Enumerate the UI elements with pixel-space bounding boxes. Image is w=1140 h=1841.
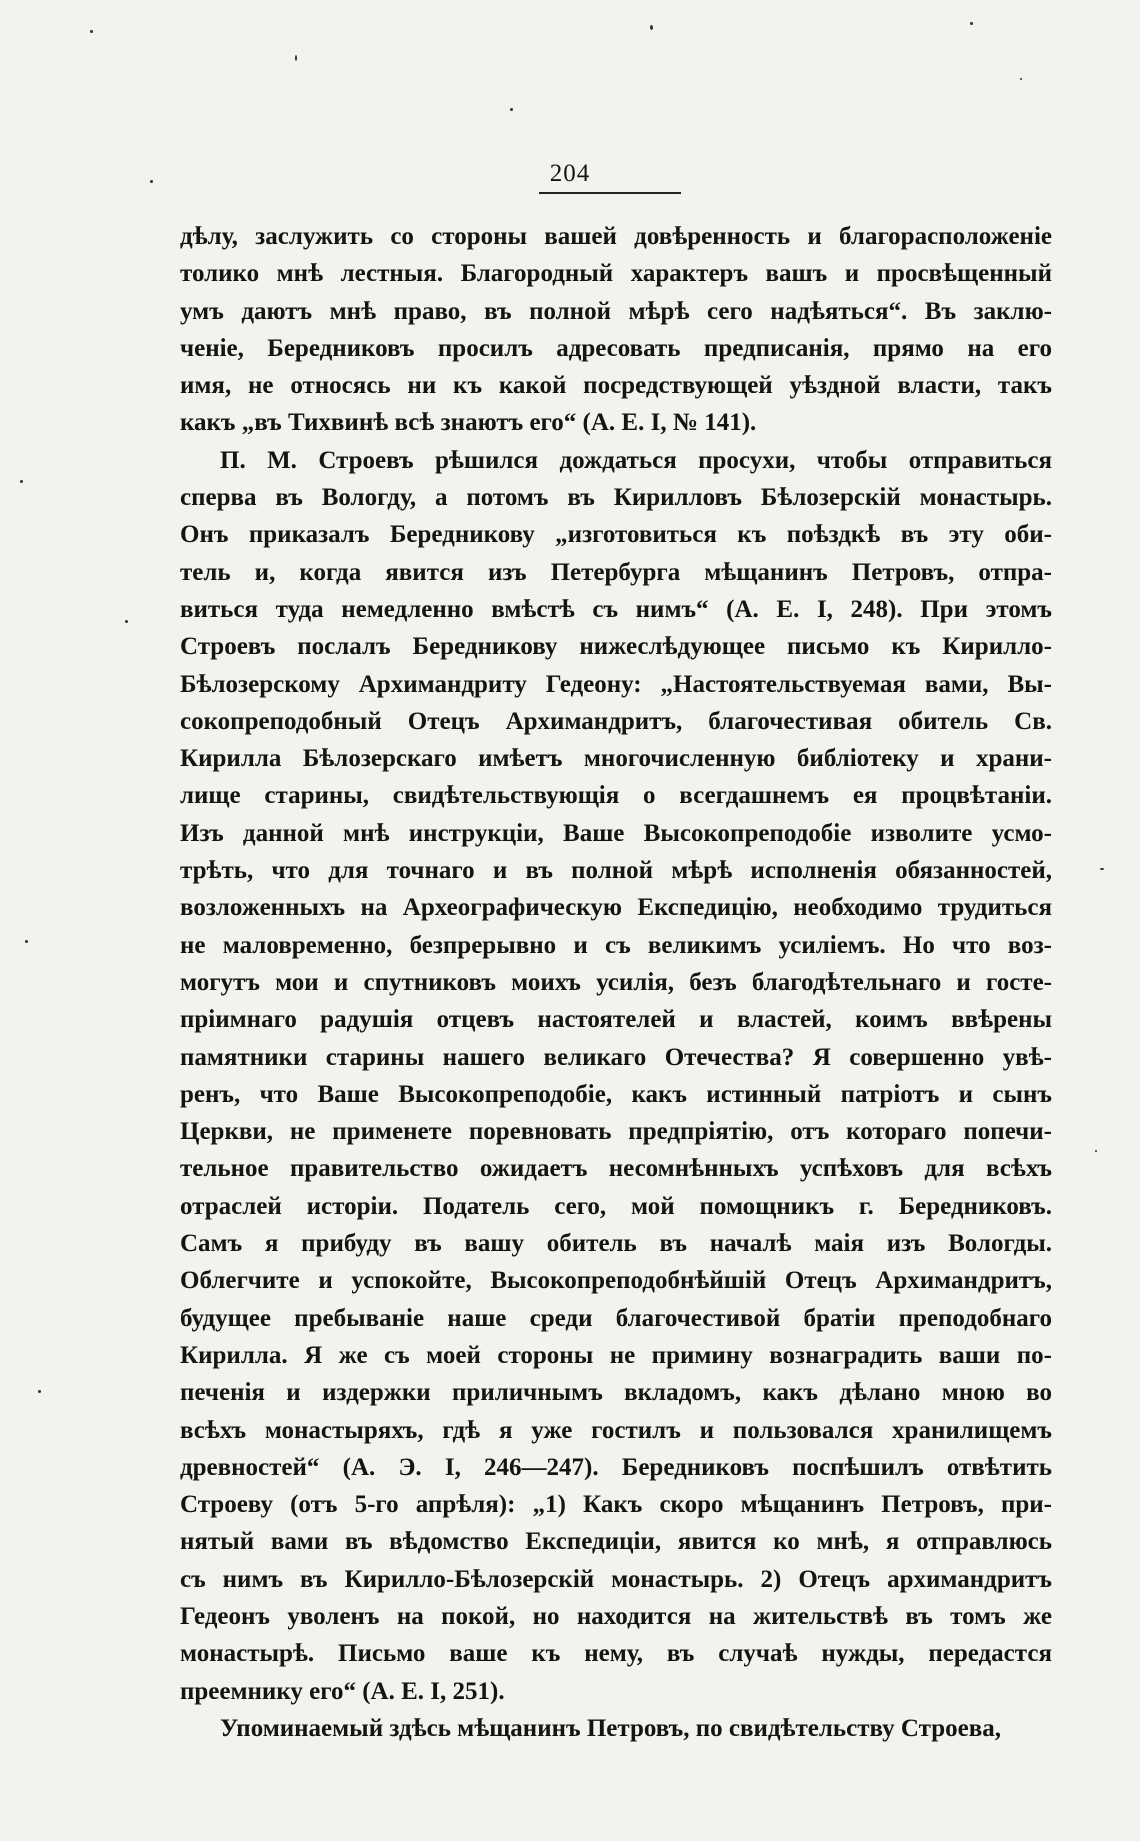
text-line: могутъ мои и спутниковъ моихъ усилія, безъ благодѣтельнаго и госте- bbox=[180, 968, 1052, 996]
scan-speck bbox=[510, 108, 513, 111]
scan-speck bbox=[295, 55, 297, 61]
scan-speck bbox=[1100, 868, 1104, 870]
text-line: сперва въ Вологду, а потомъ въ Кирилловъ Бѣлозерскій монастырь. bbox=[180, 484, 1052, 512]
text-line: пріимнаго радушія отцевъ настоятелей и властей, коимъ ввѣрены bbox=[180, 1006, 1052, 1034]
text-line: Бѣлозерскому Архимандриту Гедеону: „Настоятельствуемая вами, Вы- bbox=[180, 670, 1052, 698]
text-line: умъ даютъ мнѣ право, въ полной мѣрѣ сего надѣяться“. Въ заклю- bbox=[180, 297, 1052, 325]
text-line: памятники старины нашего великаго Отечества? Я совершенно увѣ- bbox=[180, 1043, 1052, 1071]
scan-speck bbox=[20, 480, 23, 483]
scan-speck bbox=[650, 25, 653, 30]
scan-speck bbox=[1095, 1150, 1097, 1152]
scan-speck bbox=[25, 940, 28, 943]
header-rule bbox=[539, 192, 681, 194]
text-line: лище старины, свидѣтельствующія о всегдашнемъ ея процвѣтаніи. bbox=[180, 782, 1052, 810]
text-line: какъ „въ Тихвинѣ всѣ знаютъ его“ (А. Е. I, № 141). bbox=[180, 409, 757, 437]
text-line: печенія и издержки приличнымъ вкладомъ, какъ дѣлано мною во bbox=[180, 1379, 1052, 1407]
text-line: отраслей исторіи. Податель сего, мой помощникъ г. Бередниковъ. bbox=[180, 1192, 1052, 1220]
text-line: сокопреподобный Отецъ Архимандритъ, благочестивая обитель Св. bbox=[180, 707, 1052, 735]
text-line: нятый вами въ вѣдомство Експедиціи, явится ко мнѣ, я отправлюсь bbox=[180, 1528, 1052, 1556]
text-line: Изъ данной мнѣ инструкціи, Ваше Высокопреподобіе изволите усмо- bbox=[180, 819, 1052, 847]
text-line: возложенныхъ на Археографическую Експедицію, необходимо трудиться bbox=[180, 894, 1052, 922]
scan-speck bbox=[38, 1390, 41, 1393]
scan-speck bbox=[150, 180, 153, 183]
text-line: имя, не относясь ни къ какой посредствующей уѣздной власти, такъ bbox=[180, 372, 1052, 400]
text-line: ренъ, что Ваше Высокопреподобіе, какъ истинный патріотъ и сынъ bbox=[180, 1080, 1052, 1108]
text-line: Строевъ послалъ Бередникову нижеслѣдующее письмо къ Кирилло- bbox=[180, 633, 1052, 661]
text-line: толико мнѣ лестныя. Благородный характеръ вашъ и просвѣщенный bbox=[180, 260, 1052, 288]
text-line: Самъ я прибуду въ вашу обитель въ началѣ маія изъ Вологды. bbox=[180, 1230, 1052, 1258]
text-line: преемнику его“ (А. Е. I, 251). bbox=[180, 1677, 505, 1705]
text-line: П. М. Строевъ рѣшился дождаться просухи, чтобы отправиться bbox=[220, 446, 1052, 474]
text-line: всѣхъ монастыряхъ, гдѣ я уже гостилъ и пользовался хранилищемъ bbox=[180, 1416, 1052, 1444]
text-line: монастырѣ. Письмо ваше къ нему, въ случаѣ нужды, передастся bbox=[180, 1640, 1052, 1668]
text-line: Кирилла Бѣлозерскаго имѣетъ многочисленную библіотеку и храни- bbox=[180, 745, 1052, 773]
text-line: будущее пребываніе наше среди благочестивой братіи преподобнаго bbox=[180, 1304, 1052, 1332]
paragraph bbox=[180, 442, 1052, 1710]
text-line: Кирилла. Я же съ моей стороны не примину вознаградить ваши по- bbox=[180, 1341, 1052, 1369]
text-line: Облегчите и успокойте, Высокопреподобнѣйшій Отецъ Архимандритъ, bbox=[180, 1267, 1052, 1295]
scan-speck bbox=[90, 30, 93, 33]
paragraph bbox=[180, 1710, 1052, 1747]
text-line: тельное правительство ожидаетъ несомнѣнныхъ успѣховъ для всѣхъ bbox=[180, 1155, 1052, 1183]
body-text bbox=[180, 218, 1052, 1747]
scan-speck bbox=[125, 620, 128, 623]
text-line: Церкви, не применете поревновать предпріятію, отъ котораго попечи- bbox=[180, 1118, 1052, 1146]
text-line: древностей“ (А. Э. I, 246—247). Бередниковъ поспѣшилъ отвѣтить bbox=[180, 1453, 1052, 1481]
text-line: тель и, когда явится изъ Петербурга мѣщанинъ Петровъ, отпра- bbox=[180, 558, 1052, 586]
text-line: съ нимъ въ Кирилло-Бѣлозерскій монастырь. 2) Отецъ архимандритъ bbox=[180, 1565, 1052, 1593]
page-number: 204 bbox=[549, 160, 591, 187]
text-line: ченіе, Бередниковъ просилъ адресовать предписанія, прямо на его bbox=[180, 334, 1052, 362]
text-line: Упоминаемый здѣсь мѣщанинъ Петровъ, по свидѣтельству Строева, bbox=[220, 1714, 1001, 1742]
scan-speck bbox=[970, 22, 973, 25]
text-line: трѣть, что для точнаго и въ полной мѣрѣ исполненія обязанностей, bbox=[180, 857, 1052, 885]
text-line: виться туда немедленно вмѣстѣ съ нимъ“ (А. Е. I, 248). При этомъ bbox=[180, 595, 1052, 623]
text-line: Гедеонъ уволенъ на покой, но находится на жительствѣ въ томъ же bbox=[180, 1602, 1052, 1630]
text-line: не маловременно, безпрерывно и съ великимъ усиліемъ. Но что воз- bbox=[180, 931, 1052, 959]
text-line: дѣлу, заслужить со стороны вашей довѣренность и благорасположеніе bbox=[180, 223, 1052, 250]
text-line: Онъ приказалъ Бередникову „изготовиться къ поѣздкѣ въ эту оби- bbox=[180, 521, 1052, 549]
paragraph bbox=[180, 218, 1052, 442]
text-line: Строеву (отъ 5-го апрѣля): „1) Какъ скоро мѣщанинъ Петровъ, при- bbox=[180, 1491, 1052, 1519]
scan-speck bbox=[1020, 78, 1022, 80]
